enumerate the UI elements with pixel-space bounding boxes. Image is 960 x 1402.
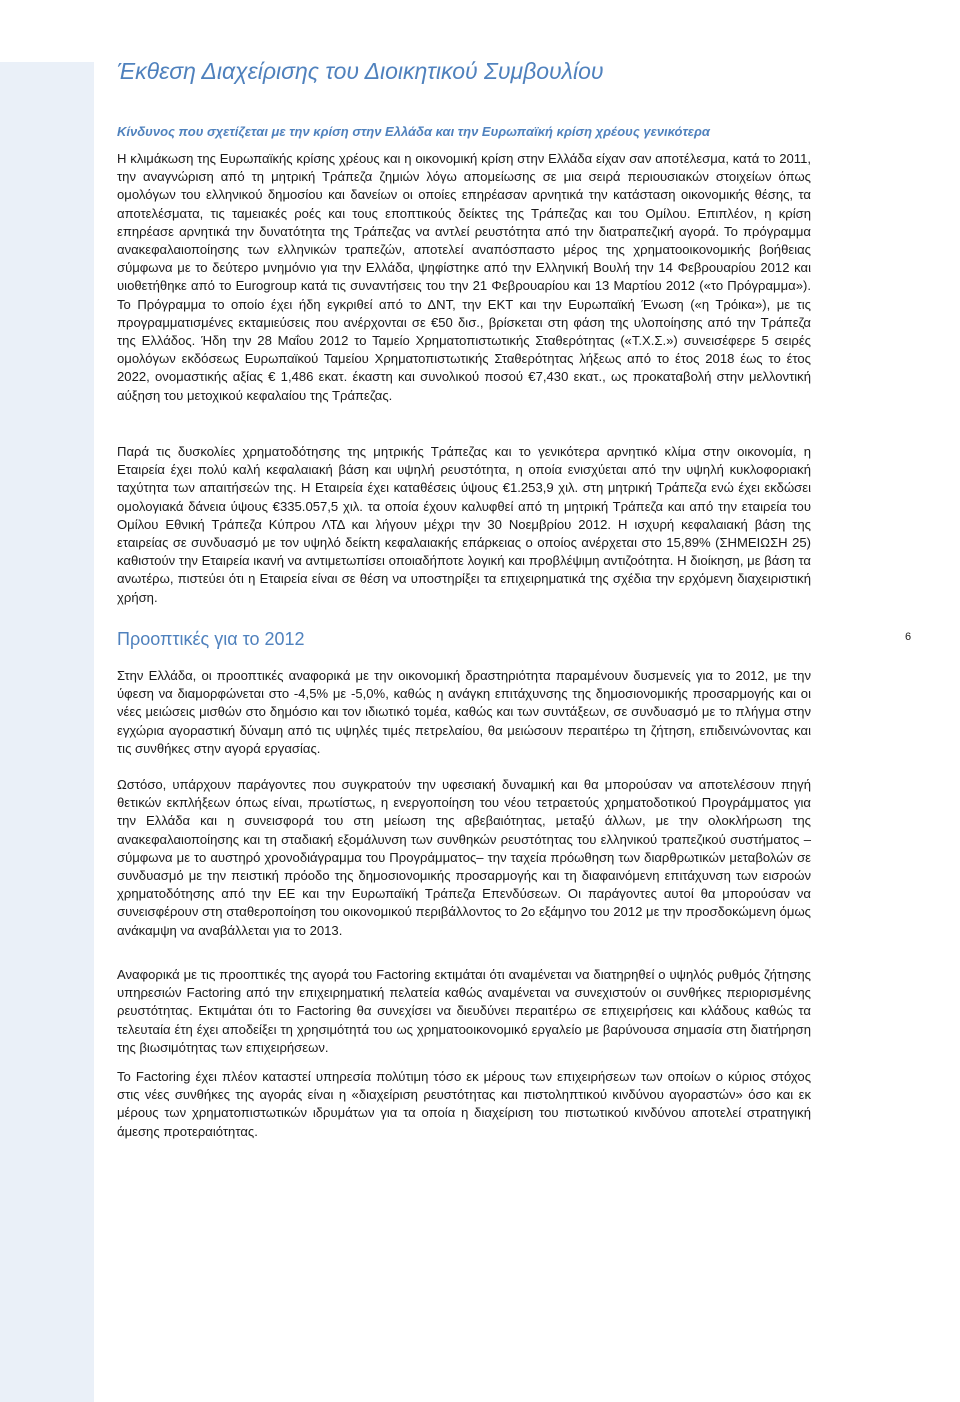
paragraph-factoring-service: Το Factoring έχει πλέον καταστεί υπηρεσία πολύτιμη τόσο εκ μέρους των επιχειρήσεων των οποίων ο κύριος στόχος στις νέες συνθήκες της αγοράς είναι η «διαχείριση ρευστότητας και πιστοληπτικού κινδύνου αγοραστών» όσο και εκ μέρους των χρηματοπιστωτικών ιδρυμάτων για τα οποία η διαχείριση του πιστωτικού κινδύνου αποτελεί στρατηγική άμεσης προτεραιότητας. (117, 1069, 811, 1139)
paragraph-crisis-risk: Η κλιμάκωση της Ευρωπαϊκής κρίσης χρέους και η οικονομική κρίση στην Ελλάδα είχαν σαν αποτέλεσμα, κατά το 2011, την αναγνώριση από τη μητρική Τράπεζα ζημιών λόγω απομείωσης σε μια σειρά περιουσιακών στοιχείων όπως ομολόγων του ελληνικού δημοσίου και δανείων οι οποίες επηρέασαν αρνητικά την κατάσταση οικονομικής θέσης, τα αποτελέσματα, τις ταμειακές ροές και τους εποπτικούς δείκτες της Τράπεζας και του Ομίλου. Επιπλέον, η κρίση επηρέασε αρνητικά την δυνατότητα της Τράπεζας να αντλεί ρευστότητα από την διατραπεζική αγορά. Το πρόγραμμα ανακεφαλαιοποίησης των ελληνικών τραπεζών, αποτελεί αναπόσπαστο μέρος της χρηματοοικονομικής βοήθειας σύμφωνα με το δεύτερο μνημόνιο για την Ελλάδα, ψηφίστηκε από την Ελληνική Βουλή την 14 Φεβρουαρίου 2012 και υιοθετήθηκε από το Eurogroup κατά τις συναντήσεις του την 21 Φεβρουαρίου και 13 Μαρτίου 2012 («το Πρόγραμμα»). Το Πρόγραμμα το οποίο έχει ήδη εγκριθεί από το ΔΝΤ, την ΕΚΤ και την Ευρωπαϊκή Ένωση («η Τρόικα»), με τις προγραμματισμένες εκταμιεύσεις που ανέρχονται σε €50 δισ., βρίσκεται στη φάση της υλοποίησης από την Τράπεζα της Ελλάδος. Ήδη την 28 Μαΐου 2012 το Ταμείο Χρηματοπιστωτικής Σταθερότητας («Τ.Χ.Σ.») συνεισέφερε 5 σειρές ομολόγων εκδόσεως Ευρωπαϊκού Ταμείου Χρηματοπιστωτικής Σταθερότητας λήξεως από το έτος 2018 έως το έτος 2022, ονομαστικής αξίας € 1,486 εκατ. έκαστη και συνολικού ποσού €7,430 εκατ., ως προκαταβολή στην μελλοντική αύξηση του μετοχικού κεφαλαίου της Τράπεζας. (117, 151, 811, 403)
paragraph-positive-factors: Ωστόσο, υπάρχουν παράγοντες που συγκρατούν την υφεσιακή δυναμική και θα μπορούσαν να αποτελέσουν πηγή θετικών εκπλήξεων όπως είναι, πρωτίστως, η ενεργοποίηση του νέου τετραετούς χρηματοδοτικού Προγράμματος για την Ελλάδα και η συνεισφορά του στη μείωση της αβεβαιότητας, μεταξύ άλλων, με την ολοκλήρωση της ανακεφαλαιοποίησης και τη σταδιακή εξομάλυνση των συνθηκών ρευστότητας του ελληνικού τραπεζικού συστήματος –σύμφωνα με το αυστηρό χρονοδιάγραμμα του Προγράμματος– την ταχεία πρόωθηση των διαρθρωτικών μεταβολών σε συνδυασμό με την πειστική πρόοδο της δημοσιονομικής προσαρμογής και τη διαφαινόμενη επιτάχυνση των εισροών χρηματοδότησης από την ΕΕ και την Ευρωπαϊκή Τράπεζα Επενδύσεων. Οι παράγοντες αυτοί θα μπορούσαν να συνεισφέρουν στη σταθεροποίηση του οικονομικού περιβάλλοντος το 2ο εξάμηνο του 2012 με την προσδοκώμενη όμως ανάκαμψη να αναβάλλεται για το 2013. (117, 777, 811, 938)
section-subtitle-risk: Κίνδυνος που σχετίζεται με την κρίση στην Ελλάδα και την Ευρωπαϊκή κρίση χρέους γενικότερα (117, 124, 710, 139)
section-heading-outlook: Προοπτικές για το 2012 (117, 629, 305, 649)
paragraph-outlook-greece: Στην Ελλάδα, οι προοπτικές αναφορικά με την οικονομική δραστηριότητα παραμένουν δυσμενείς για το 2012, με την ύφεση να διαμορφώνεται στο -4,5% με -5,0%, καθώς η ανάγκη επιτάχυνσης της δημοσιονομικής προσαρμογής και οι νέες μειώσεις μισθών στο δημόσιο και τον ιδιωτικό τομέα, καθώς και των συντάξεων, σε συνδυασμό με το πλήγμα στην εγχώρια αγοραστική δύναμη από τις υψηλές τιμές πετρελαίου, θα μειώσουν περαιτέρω τη ζήτηση, επιδεινώνοντας και τις συνθήκες στην αγορά εργασίας. (117, 668, 811, 756)
document-title: Έκθεση Διαχείρισης του Διοικητικού Συμβουλίου (117, 58, 604, 84)
paragraph-funding-liquidity: Παρά τις δυσκολίες χρηματοδότησης της μητρικής Τράπεζας και το γενικότερα αρνητικό κλίμα στην οικονομία, η Εταιρεία έχει πολύ καλή κεφαλαιακή βάση και υψηλή ρευστότητα, η οποία ενισχύεται από την υψηλή κυκλοφοριακή ταχύτητα των απαιτήσεών της. Η Εταιρεία έχει καταθέσεις ύψους €1.253,9 χιλ. στη μητρική Τράπεζα ενώ έχει εκδώσει ομολογιακά δάνεια ύψους €335.057,5 χιλ. τα οποία έχουν καλυφθεί από τη μητρική Τράπεζα και από την εταιρεία του Ομίλου Εθνική Τράπεζα Κύπρου ΛΤΔ και λήγουν μέχρι την 30 Νοεμβρίου 2012. Η ισχυρή κεφαλαιακή βάση της εταιρείας σε συνδυασμό με τον υψηλό δείκτη κεφαλαιακής επάρκειας ο οποίος ανέρχεται στο 15,89% (ΣΗΜΕΙΩΣΗ 25) καθιστούν την Εταιρεία ικανή να αντιμετωπίσει οποιαδήποτε λογική και προβλέψιμη αντιζοότητα. Η διοίκηση, με βάση τα ανωτέρω, πιστεύει ότι η Εταιρεία είναι σε θέση να υποστηρίξει τα επιχειρηματικά της σχέδια την ερχόμενη διαχειριστική χρήση. (117, 444, 811, 605)
page-sidebar-band (0, 62, 94, 1402)
paragraph-factoring-outlook: Αναφορικά με τις προοπτικές της αγορά του Factoring εκτιμάται ότι αναμένεται να διατηρηθεί ο υψηλός ρυθμός ζήτησης υπηρεσιών Factoring από την επιχειρηματική πελατεία καθώς αναμένεται να συνεχιστούν οι συνθήκες περιορισμένης ρευστότητας. Εκτιμάται ότι το Factoring θα συνεχίσει να διευδύνει περαιτέρω σε επιχειρήσεις και κλάδους καθώς τα τελευταία έτη έχει αποδείξει τη χρησιμότητά του ως χρηματοοικονομικό εργαλείο με βαρύνουσα σημασία στη διατήρηση της βιωσιμότητας των επιχειρήσεων. (117, 967, 811, 1055)
page-number: 6 (905, 631, 912, 643)
